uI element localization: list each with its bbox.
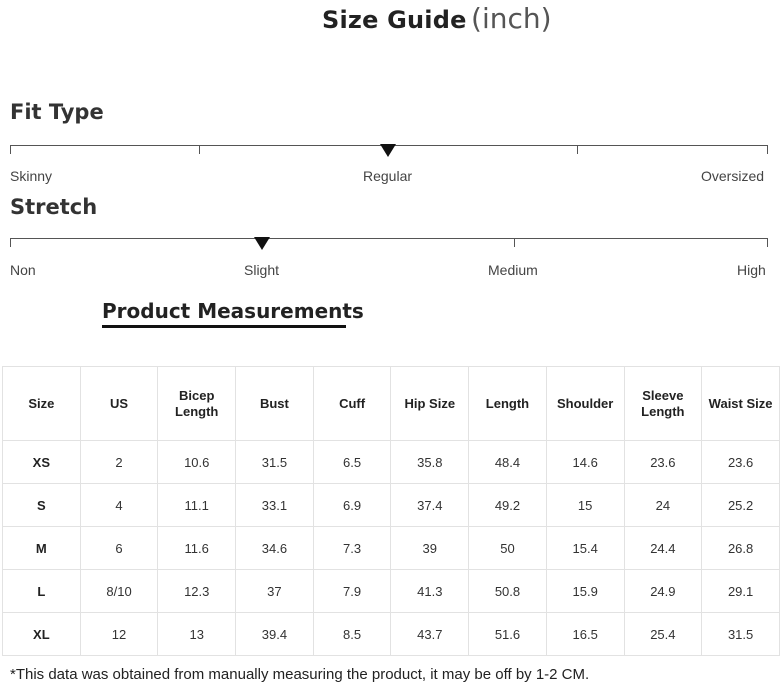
- table-cell: 15: [546, 484, 624, 527]
- table-cell: 25.2: [702, 484, 780, 527]
- table-cell: L: [3, 570, 81, 613]
- measurements-table: [2, 366, 780, 656]
- table-cell: 7.9: [313, 570, 391, 613]
- fit-type-label-oversized: Oversized: [701, 168, 765, 184]
- table-cell: 48.4: [469, 441, 547, 484]
- table-cell: 12: [80, 613, 158, 656]
- table-cell: 12.3: [158, 570, 236, 613]
- table-cell: 49.2: [469, 484, 547, 527]
- table-header-row: [3, 367, 780, 441]
- table-cell: 11.6: [158, 527, 236, 570]
- column-header: Cuff: [313, 367, 391, 441]
- stretch-scale-line: [10, 238, 768, 239]
- fit-type-label-regular: Regular: [363, 168, 413, 184]
- table-cell: 29.1: [702, 570, 780, 613]
- table-cell: 23.6: [702, 441, 780, 484]
- title-main: Size Guide: [322, 6, 467, 34]
- table-row: [3, 484, 780, 527]
- table-cell: 14.6: [546, 441, 624, 484]
- table-cell: 15.9: [546, 570, 624, 613]
- column-header: Sleeve Length: [624, 367, 702, 441]
- product-measurements-heading: Product Measurements: [102, 299, 364, 323]
- stretch-tick: [514, 238, 515, 247]
- table-cell: M: [3, 527, 81, 570]
- table-cell: 43.7: [391, 613, 469, 656]
- stretch-pointer-icon: [254, 237, 270, 250]
- product-measurements-underline: [102, 325, 346, 328]
- fit-type-scale: [10, 145, 768, 155]
- title-unit: (inch): [471, 2, 552, 35]
- table-cell: 24.4: [624, 527, 702, 570]
- table-cell: 35.8: [391, 441, 469, 484]
- stretch-label-medium: Medium: [488, 262, 538, 278]
- table-cell: 15.4: [546, 527, 624, 570]
- table-cell: XL: [3, 613, 81, 656]
- column-header: US: [80, 367, 158, 441]
- fit-type-tick: [577, 145, 578, 154]
- table-cell: XS: [3, 441, 81, 484]
- table-cell: 13: [158, 613, 236, 656]
- stretch-label-high: High: [737, 262, 766, 278]
- table-cell: 4: [80, 484, 158, 527]
- table-cell: 6.9: [313, 484, 391, 527]
- table-cell: 41.3: [391, 570, 469, 613]
- table-cell: 37.4: [391, 484, 469, 527]
- stretch-label-non: Non: [10, 262, 36, 278]
- stretch-tick: [767, 238, 768, 247]
- table-cell: 8/10: [80, 570, 158, 613]
- table-cell: 7.3: [313, 527, 391, 570]
- table-cell: 39.4: [236, 613, 314, 656]
- table-row: [3, 527, 780, 570]
- fit-type-label-skinny: Skinny: [10, 168, 53, 184]
- column-header: Bust: [236, 367, 314, 441]
- table-cell: 24: [624, 484, 702, 527]
- column-header: Bicep Length: [158, 367, 236, 441]
- column-header: Hip Size: [391, 367, 469, 441]
- stretch-scale: [10, 238, 768, 248]
- table-cell: 31.5: [236, 441, 314, 484]
- table-row: [3, 613, 780, 656]
- stretch-tick: [10, 238, 11, 247]
- table-cell: 50.8: [469, 570, 547, 613]
- table-cell: 11.1: [158, 484, 236, 527]
- table-cell: 39: [391, 527, 469, 570]
- column-header: Length: [469, 367, 547, 441]
- fit-type-tick: [767, 145, 768, 154]
- table-cell: 23.6: [624, 441, 702, 484]
- fit-type-tick: [10, 145, 11, 154]
- column-header: Size: [3, 367, 81, 441]
- stretch-label-slight: Slight: [244, 262, 280, 278]
- table-cell: 2: [80, 441, 158, 484]
- table-cell: 8.5: [313, 613, 391, 656]
- footnote: *This data was obtained from manually measuring the product, it may be off by 1-2 CM.: [10, 666, 590, 683]
- stretch-heading: Stretch: [10, 195, 98, 219]
- table-cell: 33.1: [236, 484, 314, 527]
- column-header: Shoulder: [546, 367, 624, 441]
- table-cell: 10.6: [158, 441, 236, 484]
- table-cell: 25.4: [624, 613, 702, 656]
- table-row: [3, 441, 780, 484]
- column-header: Waist Size: [702, 367, 780, 441]
- table-cell: 51.6: [469, 613, 547, 656]
- table-cell: 50: [469, 527, 547, 570]
- page-title: [0, 2, 784, 35]
- table-cell: 6: [80, 527, 158, 570]
- table-cell: 34.6: [236, 527, 314, 570]
- table-cell: 24.9: [624, 570, 702, 613]
- table-cell: 6.5: [313, 441, 391, 484]
- table-row: [3, 570, 780, 613]
- table-cell: 37: [236, 570, 314, 613]
- table-cell: S: [3, 484, 81, 527]
- table-cell: 16.5: [546, 613, 624, 656]
- fit-type-heading: Fit Type: [10, 100, 104, 124]
- fit-type-pointer-icon: [380, 144, 396, 157]
- table-cell: 31.5: [702, 613, 780, 656]
- table-cell: 26.8: [702, 527, 780, 570]
- fit-type-tick: [199, 145, 200, 154]
